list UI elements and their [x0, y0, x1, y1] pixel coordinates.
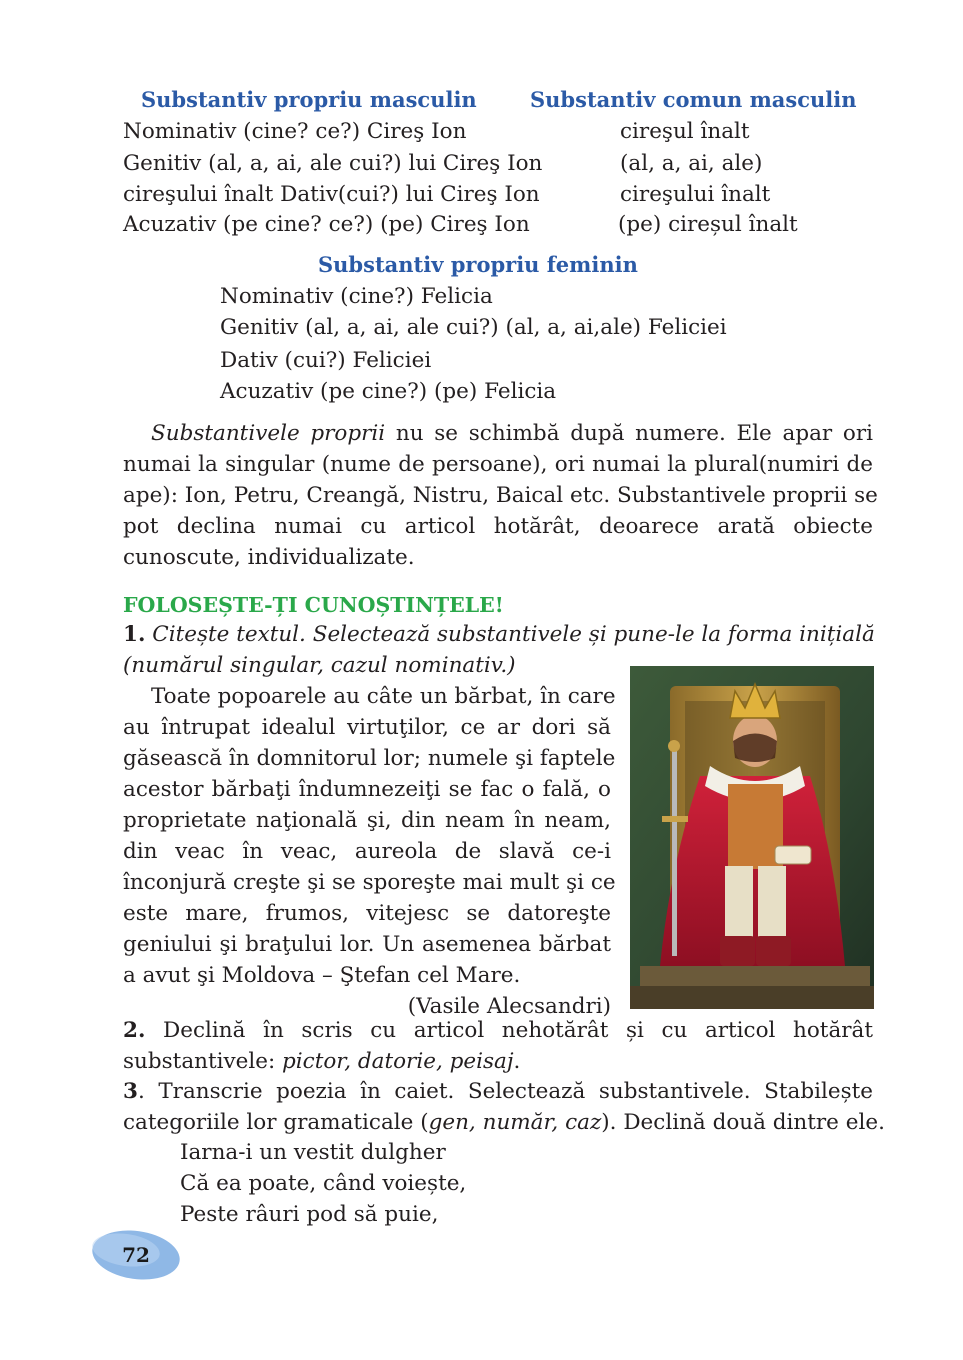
ex2-number: 2.	[123, 1018, 146, 1043]
masc-proper-accusative: Acuzativ (pe cine? ce?) (pe) Cireş Ion	[123, 212, 530, 237]
ex1-text-line: a avut şi Moldova – Ştefan cel Mare.	[123, 963, 521, 988]
fem-dative: Dativ (cui?) Feliciei	[220, 348, 432, 373]
poem-line: Că ea poate, când voiește,	[180, 1171, 467, 1196]
ex1-text-line: înconjură creşte şi se sporeşte mai mult şi ce	[123, 870, 616, 895]
ex1-text-line: geniului şi braţului lor. Un asemenea bărbat	[123, 932, 611, 957]
ex1-number: 1.	[123, 622, 146, 647]
masc-proper-dative: cireşului înalt Dativ(cui?) lui Cireş Ion	[123, 182, 540, 207]
ex3-line-2: categoriile lor gramaticale (gen, număr, caz). Declină două dintre ele.	[123, 1110, 885, 1135]
ex3-line-1: 3. Transcrie poezia în caiet. Selectează substantivele. Stabilește	[123, 1079, 873, 1104]
exercises-section-title: FOLOSEȘTE-ȚI CUNOȘTINȚELE!	[123, 593, 504, 617]
rule-line-2: numai la singular (nume de persoane), ori numai la plural(numiri de	[123, 452, 873, 477]
masc-common-genitive: (al, a, ai, ale)	[620, 151, 763, 176]
rule-line-5: cunoscute, individualizate.	[123, 545, 415, 570]
masc-proper-nominative: Nominativ (cine? ce?) Cireş Ion	[123, 119, 467, 144]
page-number: 72	[122, 1243, 150, 1267]
ex2-line-2: substantivele: pictor, datorie, peisaj.	[123, 1049, 521, 1074]
exercise-2	[123, 1015, 873, 1077]
ex1-text	[123, 681, 616, 1022]
fem-genitive: Genitiv (al, a, ai, ale cui?) (al, a, ai,ale) Feliciei	[220, 315, 727, 340]
ex1-text-line: este mare, frumos, vitejesc se datoreşte	[123, 901, 611, 926]
ex1-text-line: din veac în veac, aureola de slavă ce-i	[123, 839, 611, 864]
italic-term: Substantivele proprii	[151, 421, 386, 446]
rule-paragraph	[123, 418, 878, 573]
ex1-text-line: au întrupat idealul virtuţilor, ce ar dori să	[123, 715, 611, 740]
ex1-text-line: acestor bărbaţi îndumnezeiţi se fac o fală, o	[123, 777, 611, 802]
ex1-instruction-line-2: (numărul singular, cazul nominativ.)	[123, 653, 516, 678]
rule-line-3: ape): Ion, Petru, Creangă, Nistru, Baical etc. Substantivele proprii se	[123, 483, 878, 508]
fem-nominative: Nominativ (cine?) Felicia	[220, 284, 493, 309]
ex1-text-line: Toate popoarele au câte un bărbat, în care	[151, 684, 616, 709]
poem-line: Iarna-i un vestit dulgher	[180, 1140, 446, 1165]
masc-common-dative: cireşului înalt	[620, 182, 771, 207]
ex1-instruction-line-1: 1. Citește textul. Selectează substantivele și pune-le la forma inițială	[123, 622, 875, 647]
stefan-cel-mare-portrait	[630, 666, 874, 1009]
masc-common-nominative: cireşul înalt	[620, 119, 750, 144]
ex1-text-line: găsească în domnitorul lor; numele şi faptele	[123, 746, 616, 771]
common-masculine-heading: Substantiv comun masculin	[530, 87, 857, 112]
ex1-author: (Vasile Alecsandri)	[407, 994, 611, 1019]
rule-line-1: Substantivele proprii nu se schimbă după numere. Ele apar ori	[151, 421, 873, 446]
exercise-3	[123, 1076, 885, 1138]
proper-feminine-heading: Substantiv propriu feminin	[318, 252, 638, 277]
masc-common-accusative: (pe) cireșul înalt	[618, 212, 798, 237]
ex2-line-1: 2. Declină în scris cu articol nehotărât și cu articol hotărât	[123, 1018, 873, 1043]
proper-masculine-heading: Substantiv propriu masculin	[141, 87, 477, 112]
ex3-number: 3	[123, 1079, 138, 1104]
rule-line-4: pot declina numai cu articol hotărât, deoarece arată obiecte	[123, 514, 873, 539]
poem-line: Peste râuri pod să puie,	[180, 1202, 439, 1227]
fem-accusative: Acuzativ (pe cine?) (pe) Felicia	[220, 379, 557, 404]
page-number-badge	[86, 1228, 182, 1284]
ex1-text-line: proprietate naţională şi, din neam în neam,	[123, 808, 611, 833]
portrait-image	[630, 666, 874, 1009]
masc-proper-genitive: Genitiv (al, a, ai, ale cui?) lui Cireş Ion	[123, 151, 543, 176]
